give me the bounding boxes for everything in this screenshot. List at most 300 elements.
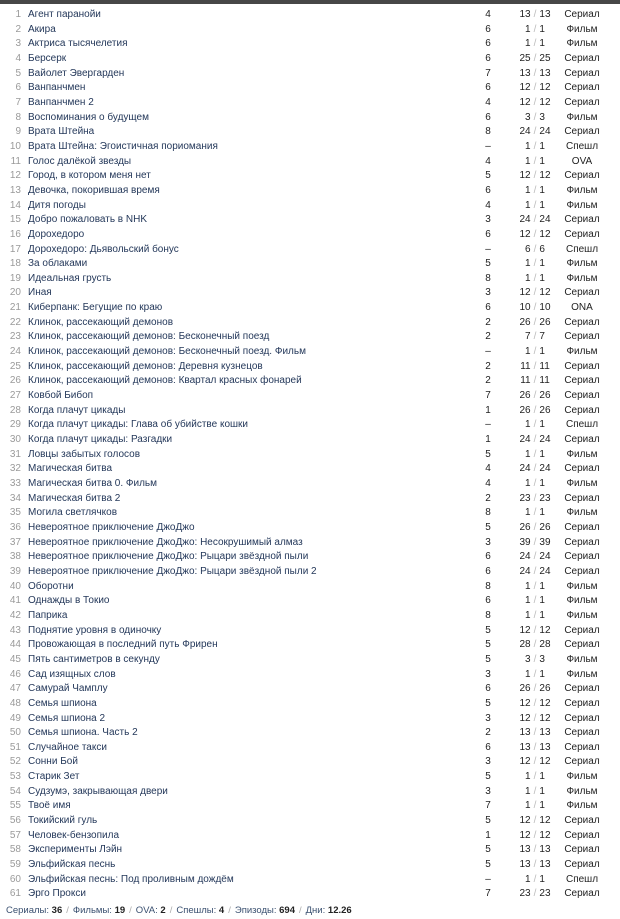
score: – — [485, 243, 491, 255]
anime-title-link[interactable]: Агент паранойи — [28, 9, 101, 20]
episodes-total: 13 — [539, 67, 551, 79]
separator: / — [533, 375, 537, 387]
separator: / — [66, 905, 69, 916]
separator: / — [533, 463, 537, 475]
episodes-total: 12 — [539, 756, 551, 768]
episodes — [510, 96, 560, 111]
type: Сериал — [564, 170, 600, 182]
separator: / — [129, 905, 132, 916]
anime-title-link[interactable]: Клинок, рассекающий демонов: Бесконечный поезд. Фильм — [28, 346, 306, 358]
row-number: 44 — [9, 639, 21, 651]
score: 2 — [485, 360, 491, 372]
separator: / — [533, 23, 537, 35]
episodes — [510, 565, 560, 580]
episodes — [510, 404, 560, 419]
top-bar — [0, 0, 620, 4]
episodes — [510, 697, 560, 712]
type: Сериал — [564, 126, 600, 138]
episodes-watched: 26 — [519, 521, 531, 533]
episodes-watched: 1 — [525, 199, 531, 211]
list-item — [0, 594, 620, 609]
row-number: 45 — [9, 653, 21, 665]
row-number: 2 — [15, 23, 21, 35]
episodes-watched: 10 — [519, 302, 531, 314]
anime-title-link[interactable]: Пять сантиметров в секунду — [28, 653, 160, 665]
anime-title-link[interactable]: Когда плачут цикады — [28, 404, 126, 416]
anime-title-link[interactable]: Невероятное приключение ДжоДжо: Рыцари звёздной пыли — [28, 551, 309, 563]
episodes — [510, 37, 560, 52]
row-number: 55 — [9, 800, 21, 812]
type: Сериал — [564, 815, 600, 827]
episodes — [510, 52, 560, 67]
list-item — [0, 653, 620, 668]
stat-item — [73, 905, 125, 916]
row-number: 52 — [9, 756, 21, 768]
list-item — [0, 536, 620, 551]
anime-title-link[interactable]: Врата Штейна — [28, 126, 95, 138]
separator: / — [533, 331, 537, 343]
episodes — [510, 492, 560, 507]
list-item — [0, 81, 620, 96]
episodes — [510, 23, 560, 38]
anime-title-link[interactable]: Невероятное приключение ДжоДжо — [28, 521, 195, 533]
anime-title-link[interactable]: Дорохедоро — [28, 228, 85, 240]
type: Фильм — [566, 258, 598, 270]
episodes — [510, 243, 560, 258]
score: 6 — [485, 565, 491, 577]
episodes-watched: 11 — [520, 375, 531, 387]
episodes-watched: 1 — [525, 478, 531, 489]
episodes-total: 3 — [539, 111, 545, 123]
anime-title-link[interactable]: Старик Зет — [28, 771, 80, 783]
type: Сериал — [564, 67, 600, 79]
anime-title-link[interactable]: Однажды в Токио — [28, 595, 110, 607]
row-number: 9 — [15, 126, 21, 138]
episodes — [510, 887, 560, 902]
anime-title-link[interactable]: Магическая битва — [28, 463, 113, 475]
separator: / — [533, 243, 537, 255]
type: Сериал — [564, 521, 600, 533]
separator: / — [533, 800, 537, 812]
anime-title-link[interactable]: Голос далёкой звезды — [28, 155, 132, 167]
separator: / — [533, 668, 537, 680]
row-number: 36 — [9, 521, 21, 533]
episodes-total: 26 — [539, 390, 551, 402]
episodes-total: 1 — [539, 873, 545, 885]
separator: / — [533, 448, 537, 460]
type: Сериал — [564, 287, 600, 299]
episodes-watched: 1 — [525, 668, 531, 680]
episodes — [510, 418, 560, 433]
episodes-watched: 1 — [525, 580, 531, 592]
type: Фильм — [566, 272, 598, 284]
episodes-watched: 12 — [519, 287, 531, 299]
episodes — [510, 536, 560, 551]
type: Сериал — [564, 683, 600, 695]
anime-title-link[interactable]: Клинок, рассекающий демонов: Бесконечный поезд — [28, 331, 270, 343]
separator: / — [533, 785, 537, 797]
type: Сериал — [564, 888, 600, 900]
anime-title-link[interactable]: Врата Штейна: Эгоистичная пориомания — [28, 140, 218, 152]
episodes-total: 24 — [539, 126, 551, 138]
episodes — [510, 301, 560, 316]
episodes — [510, 169, 560, 184]
type: OVA — [571, 155, 593, 167]
episodes-total: 24 — [539, 434, 551, 446]
separator: / — [533, 478, 537, 489]
anime-title-link[interactable]: Токийский гуль — [28, 815, 98, 827]
anime-title-link[interactable]: Человек-бензопила — [28, 829, 120, 841]
episodes-total: 3 — [539, 653, 545, 665]
separator: / — [533, 170, 537, 182]
separator: / — [533, 507, 537, 519]
type: Сериал — [564, 82, 600, 94]
row-number: 34 — [9, 492, 21, 504]
anime-title-link[interactable]: Когда плачут цикады: Глава об убийстве кошки — [28, 419, 248, 431]
row-number: 31 — [9, 448, 21, 460]
episodes — [510, 125, 560, 140]
row-number: 7 — [15, 96, 21, 108]
type: Сериал — [564, 214, 600, 226]
anime-title-link[interactable]: Провожающая в последний путь Фрирен — [28, 639, 218, 651]
list-item — [0, 316, 620, 331]
anime-title-link[interactable]: Актриса тысячелетия — [28, 38, 128, 50]
row-number: 39 — [9, 565, 21, 577]
episodes-watched: 24 — [519, 214, 531, 226]
list-item — [0, 755, 620, 770]
episodes-total: 24 — [539, 463, 551, 475]
anime-title-link[interactable]: Клинок, рассекающий демонов — [28, 316, 174, 328]
anime-title-link[interactable]: Воспоминания о будущем — [28, 111, 149, 123]
separator: / — [533, 155, 537, 167]
episodes — [510, 814, 560, 829]
episodes-total: 1 — [539, 478, 545, 489]
anime-title-link[interactable]: Эксперименты Лэйн — [28, 844, 123, 856]
row-number: 54 — [9, 785, 21, 797]
list-item — [0, 697, 620, 712]
episodes-total: 1 — [539, 419, 545, 431]
anime-title-link[interactable]: Поднятие уровня в одиночку — [28, 624, 162, 636]
score: 2 — [485, 316, 491, 328]
anime-title-link[interactable]: Идеальная грусть — [28, 272, 112, 284]
type: Сериал — [564, 404, 600, 416]
episodes — [510, 506, 560, 521]
anime-title-link[interactable]: Ванпанчмен — [28, 82, 86, 94]
episodes-total: 7 — [539, 331, 545, 343]
stat-item — [136, 905, 166, 916]
row-number: 23 — [9, 331, 21, 343]
row-number: 37 — [9, 536, 21, 548]
separator: / — [533, 492, 537, 504]
score: 6 — [485, 23, 491, 35]
score: – — [485, 140, 491, 152]
anime-title-link[interactable]: Добро пожаловать в NHK — [28, 214, 148, 226]
episodes — [510, 741, 560, 756]
episodes-watched: 7 — [525, 331, 531, 343]
episodes-total: 1 — [539, 38, 545, 50]
anime-title-link[interactable]: Случайное такси — [28, 741, 107, 753]
type: Сериал — [564, 228, 600, 240]
anime-title-link[interactable]: За облаками — [28, 258, 88, 270]
row-number: 53 — [9, 771, 21, 783]
type: Фильм — [566, 609, 598, 621]
list-item — [0, 858, 620, 873]
row-number: 6 — [15, 82, 21, 94]
episodes-watched: 3 — [525, 653, 531, 665]
anime-title-link[interactable]: Дорохедоро: Дьявольский бонус — [28, 243, 179, 255]
separator: / — [533, 419, 537, 431]
episodes-watched: 1 — [525, 595, 531, 607]
episodes-watched: 12 — [519, 624, 531, 636]
separator: / — [533, 9, 537, 20]
list-item — [0, 243, 620, 258]
episodes-watched: 13 — [519, 741, 531, 753]
type: Фильм — [566, 346, 598, 358]
score: 6 — [485, 741, 491, 753]
anime-title-link[interactable]: Эльфийская песнь: Под проливным дождём — [28, 873, 234, 885]
anime-title-link[interactable]: Клинок, рассекающий демонов: Деревня кузнецов — [28, 360, 263, 372]
episodes-total: 13 — [539, 9, 551, 20]
anime-title-link[interactable]: Судзумэ, закрывающая двери — [28, 785, 168, 797]
score: 2 — [485, 331, 491, 343]
episodes-watched: 26 — [519, 404, 531, 416]
type: Фильм — [566, 580, 598, 592]
separator: / — [533, 536, 537, 548]
anime-title-link[interactable]: Оборотни — [28, 580, 74, 592]
stat-label: Спешлы: — [176, 905, 217, 916]
score: 5 — [485, 639, 491, 651]
episodes — [510, 257, 560, 272]
score: 8 — [485, 272, 491, 284]
episodes — [510, 389, 560, 404]
episodes-total: 1 — [539, 609, 545, 621]
anime-title-link[interactable]: Твоё имя — [28, 800, 71, 812]
episodes-total: 39 — [539, 536, 551, 548]
anime-title-link[interactable]: Сонни Бой — [28, 756, 78, 768]
episodes — [510, 213, 560, 228]
score: 3 — [485, 287, 491, 299]
anime-title-link[interactable]: Клинок, рассекающий демонов: Квартал красных фонарей — [28, 375, 302, 387]
row-number: 19 — [9, 272, 21, 284]
list-item — [0, 37, 620, 52]
anime-title-link[interactable]: Ванпанчмен 2 — [28, 96, 94, 108]
anime-list — [0, 8, 620, 902]
episodes-watched: 1 — [525, 771, 531, 783]
anime-title-link[interactable]: Ковбой Бибоп — [28, 390, 94, 402]
anime-title-link[interactable]: Паприка — [28, 609, 68, 621]
episodes-watched: 28 — [519, 639, 531, 651]
anime-title-link[interactable]: Город, в котором меня нет — [28, 170, 151, 182]
list-item — [0, 448, 620, 463]
episodes — [510, 433, 560, 448]
score: 3 — [485, 785, 491, 797]
episodes-total: 26 — [539, 404, 551, 416]
anime-title-link[interactable]: Невероятное приключение ДжоДжо: Несокрушимый алмаз — [28, 536, 303, 548]
separator: / — [533, 96, 537, 108]
row-number: 50 — [9, 727, 21, 739]
list-item — [0, 785, 620, 800]
anime-title-link[interactable]: Эльфийская песнь — [28, 859, 116, 871]
separator: / — [169, 905, 173, 916]
row-number: 3 — [15, 38, 21, 50]
score: 2 — [485, 492, 491, 504]
anime-title-link[interactable]: Сад изящных слов — [28, 668, 116, 680]
episodes-watched: 1 — [525, 800, 531, 812]
stat-value: 4 — [218, 905, 225, 916]
score: 1 — [485, 434, 491, 446]
anime-title-link[interactable]: Магическая битва 0. Фильм — [28, 478, 158, 489]
episodes — [510, 8, 560, 23]
list-item — [0, 52, 620, 67]
episodes-total: 1 — [539, 785, 545, 797]
stat-label: Сериалы: — [6, 905, 50, 916]
episodes — [510, 550, 560, 565]
episodes-watched: 24 — [519, 434, 531, 446]
anime-title-link[interactable]: Самурай Чамплу — [28, 683, 108, 695]
anime-title-link[interactable]: Ловцы забытых голосов — [28, 448, 141, 460]
anime-title-link[interactable]: Иная — [28, 287, 52, 299]
episodes-watched: 13 — [519, 727, 531, 739]
score: – — [485, 419, 491, 431]
row-number: 46 — [9, 668, 21, 680]
episodes-watched: 13 — [519, 844, 531, 856]
list-item — [0, 521, 620, 536]
separator: / — [228, 905, 231, 916]
episodes-total: 1 — [539, 580, 545, 592]
type: Фильм — [566, 800, 598, 812]
episodes-watched: 12 — [519, 712, 531, 724]
episodes-total: 23 — [539, 888, 551, 900]
anime-title-link[interactable]: Дитя погоды — [28, 199, 86, 211]
separator: / — [533, 771, 537, 783]
score: 5 — [485, 844, 491, 856]
episodes-watched: 1 — [525, 609, 531, 621]
anime-title-link[interactable]: Эрго Прокси — [28, 888, 86, 900]
separator: / — [533, 829, 537, 841]
episodes-watched: 12 — [519, 82, 531, 94]
separator: / — [533, 404, 537, 416]
score: 6 — [485, 184, 491, 196]
type: Сериал — [564, 463, 600, 475]
episodes-total: 1 — [539, 155, 545, 167]
anime-title-link[interactable]: Киберпанк: Бегущие по краю — [28, 302, 163, 314]
episodes-watched: 12 — [519, 756, 531, 768]
type: Спешл — [565, 419, 599, 431]
anime-title-link[interactable]: Семья шпиона 2 — [28, 712, 106, 724]
separator: / — [533, 727, 537, 739]
row-number: 15 — [9, 214, 21, 226]
type: Фильм — [566, 184, 598, 196]
separator: / — [533, 199, 537, 211]
separator: / — [533, 272, 537, 284]
list-item — [0, 404, 620, 419]
score: 7 — [485, 800, 491, 812]
episodes — [510, 726, 560, 741]
score: 6 — [485, 38, 491, 50]
separator: / — [533, 390, 537, 402]
episodes-total: 1 — [539, 507, 545, 519]
episodes — [510, 873, 560, 888]
episodes-watched: 1 — [525, 785, 531, 797]
episodes-watched: 1 — [525, 346, 531, 358]
anime-title-link[interactable]: Невероятное приключение ДжоДжо: Рыцари звёздной пыли 2 — [28, 565, 317, 577]
anime-title-link[interactable]: Берсерк — [28, 52, 67, 64]
episodes-total: 23 — [539, 492, 551, 504]
episodes — [510, 799, 560, 814]
episodes-watched: 26 — [519, 316, 531, 328]
type: Сериал — [564, 375, 600, 387]
row-number: 61 — [9, 888, 21, 900]
list-item — [0, 286, 620, 301]
episodes-watched: 12 — [519, 96, 531, 108]
episodes — [510, 330, 560, 345]
row-number: 16 — [9, 228, 21, 240]
separator: / — [533, 697, 537, 709]
list-item — [0, 433, 620, 448]
separator: / — [533, 302, 537, 314]
episodes — [510, 111, 560, 126]
anime-title-link[interactable]: Магическая битва 2 — [28, 492, 121, 504]
episodes-total: 24 — [539, 551, 551, 563]
stat-item — [176, 905, 224, 916]
separator: / — [533, 888, 537, 900]
anime-title-link[interactable]: Вайолет Эвергарден — [28, 67, 125, 79]
list-item — [0, 814, 620, 829]
list-item — [0, 462, 620, 477]
row-number: 56 — [9, 815, 21, 827]
episodes — [510, 624, 560, 639]
stat-label: Эпизоды: — [234, 905, 277, 916]
episodes-total: 13 — [539, 741, 551, 753]
episodes — [510, 448, 560, 463]
episodes-total: 26 — [539, 521, 551, 533]
type: Сериал — [564, 536, 600, 548]
anime-title-link[interactable]: Семья шпиона. Часть 2 — [28, 727, 138, 739]
anime-title-link[interactable]: Могила светлячков — [28, 507, 118, 519]
list-item — [0, 741, 620, 756]
anime-title-link[interactable]: Акира — [28, 23, 56, 35]
score: 8 — [485, 126, 491, 138]
anime-title-link[interactable]: Когда плачут цикады: Разгадки — [28, 434, 173, 446]
type: Фильм — [566, 668, 598, 680]
row-number: 14 — [9, 199, 21, 211]
list-item — [0, 272, 620, 287]
anime-title-link[interactable]: Девочка, покорившая время — [28, 184, 160, 196]
stat-label: Фильмы: — [72, 905, 112, 916]
episodes-total: 1 — [539, 800, 545, 812]
row-number: 10 — [9, 140, 21, 152]
stat-value: 694 — [279, 905, 295, 916]
episodes — [510, 316, 560, 331]
list-item — [0, 301, 620, 316]
episodes-watched: 23 — [519, 888, 531, 900]
episodes-watched: 12 — [519, 815, 531, 827]
score: 4 — [485, 155, 491, 167]
anime-title-link[interactable]: Семья шпиона — [28, 697, 97, 709]
row-number: 29 — [9, 419, 21, 431]
row-number: 21 — [9, 302, 21, 314]
episodes-watched: 1 — [525, 272, 531, 284]
list-item — [0, 125, 620, 140]
type: Сериал — [564, 434, 600, 446]
type: Фильм — [566, 23, 598, 35]
type: Сериал — [564, 492, 600, 504]
type: Спешл — [565, 243, 599, 255]
separator: / — [533, 140, 537, 152]
list-item — [0, 23, 620, 38]
list-item — [0, 887, 620, 902]
episodes-watched: 13 — [519, 9, 531, 20]
